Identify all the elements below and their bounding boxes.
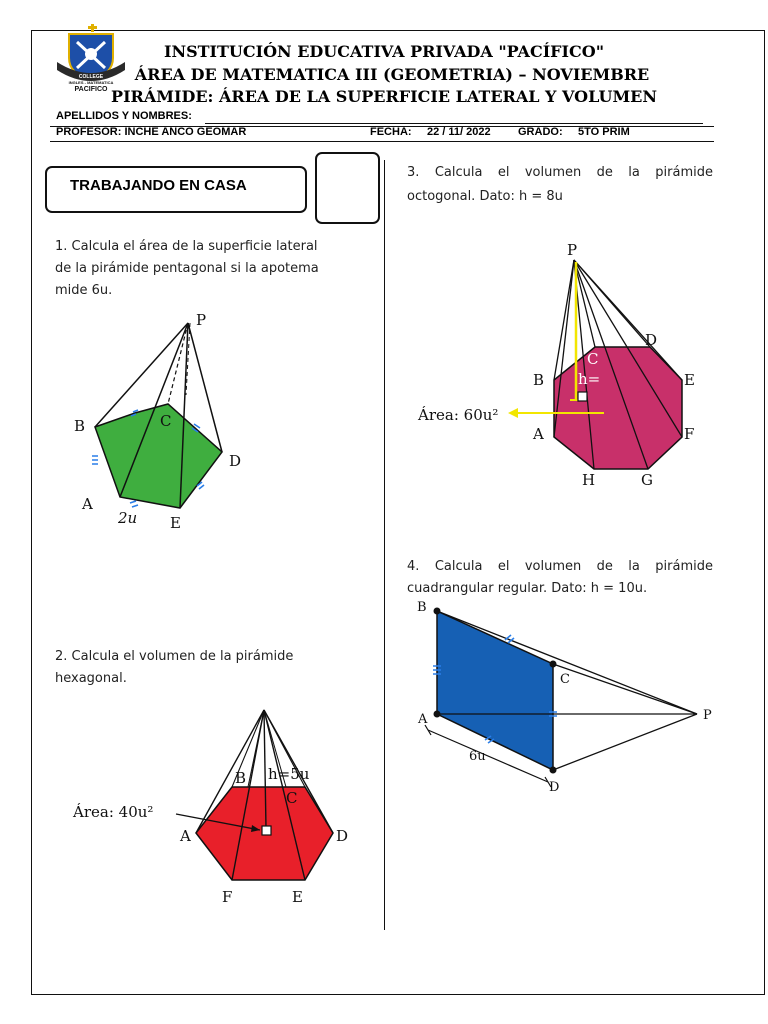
label-d: D [229, 452, 242, 470]
oct-label-a: A [533, 425, 544, 443]
sq-label-b: B [417, 600, 427, 615]
question-3-number: 3. [407, 165, 420, 180]
oct-label-f: F [684, 425, 695, 443]
question-2-number: 2. [55, 649, 68, 664]
question-3-line-1: Calcula el volumen de la pirámide [434, 165, 713, 180]
question-2-line-2: hexagonal. [55, 671, 127, 686]
oct-label-b: B [533, 371, 545, 389]
date-value: 22 / 11/ 2022 [427, 126, 491, 138]
hex-label-c: C [286, 789, 298, 807]
question-1-line-2: de la pirámide pentagonal si la apotema [55, 261, 319, 276]
teacher-label: PROFESOR: INCHE ANCO GEOMAR [56, 126, 247, 138]
grade-value: 5TO PRIM [578, 126, 630, 138]
sq-label-a: A [418, 712, 428, 727]
area-title: ÁREA DE MATEMATICA III (GEOMETRIA) – NOVIEMBRE [134, 65, 650, 84]
question-4-number: 4. [407, 559, 420, 574]
sq-label-p: P [703, 708, 712, 723]
grade-label: GRADO: [518, 126, 563, 138]
logo-name-text: PACIFICO [74, 86, 108, 93]
oct-label-h: H [582, 471, 596, 489]
square-base-face [437, 611, 553, 770]
date-label: FECHA: [370, 126, 412, 138]
label-a: A [82, 495, 93, 513]
question-4-line-2: cuadrangular regular. Dato: h = 10u. [407, 581, 648, 596]
sq-side-label: 6u [469, 749, 486, 764]
side-length-label: 2u [118, 509, 138, 527]
question-4-line-1: Calcula el volumen de la pirámide [434, 559, 713, 574]
oct-height-label: h= [578, 370, 601, 388]
sq-label-d: D [549, 780, 560, 795]
oct-label-e: E [684, 371, 695, 389]
oct-label-p: P [567, 241, 578, 259]
question-1-line-3: mide 6u. [55, 283, 113, 298]
label-e: E [170, 514, 181, 532]
oct-label-d: D [645, 331, 658, 349]
hex-height-label: h=5u [268, 765, 310, 783]
hex-label-f: F [222, 888, 233, 906]
question-3-line-2: octogonal. Dato: h = 8u [407, 189, 563, 204]
hex-label-b: B [235, 769, 247, 787]
topic-title: PIRÁMIDE: ÁREA DE LA SUPERFICIE LATERAL Y VOLUMEN [111, 87, 657, 106]
logo-top-text: COLLEGE [78, 74, 104, 80]
logo-mid-text: INGLES - MATEMATICA [68, 80, 114, 85]
label-p: P [196, 311, 207, 329]
work-label-text: TRABAJANDO EN CASA [70, 177, 247, 194]
label-c: C [160, 412, 172, 430]
oct-label-c: C [587, 350, 599, 368]
sq-label-c: C [560, 672, 570, 687]
question-2-line-1: Calcula el volumen de la pirámide [71, 649, 294, 664]
question-1-line-1: Calcula el área de la superficie lateral [71, 239, 318, 254]
hex-label-e: E [292, 888, 303, 906]
oct-label-g: G [641, 471, 653, 489]
oct-area-label: Área: 60u² [418, 406, 499, 424]
hex-label-d: D [336, 827, 349, 845]
question-1-number: 1. [55, 239, 68, 254]
hex-label-a: A [180, 827, 191, 845]
hex-area-label: Área: 40u² [73, 803, 154, 821]
names-label: APELLIDOS Y NOMBRES: [56, 110, 192, 122]
school-title: INSTITUCIÓN EDUCATIVA PRIVADA "PACÍFICO" [163, 42, 605, 61]
label-b: B [74, 417, 86, 435]
